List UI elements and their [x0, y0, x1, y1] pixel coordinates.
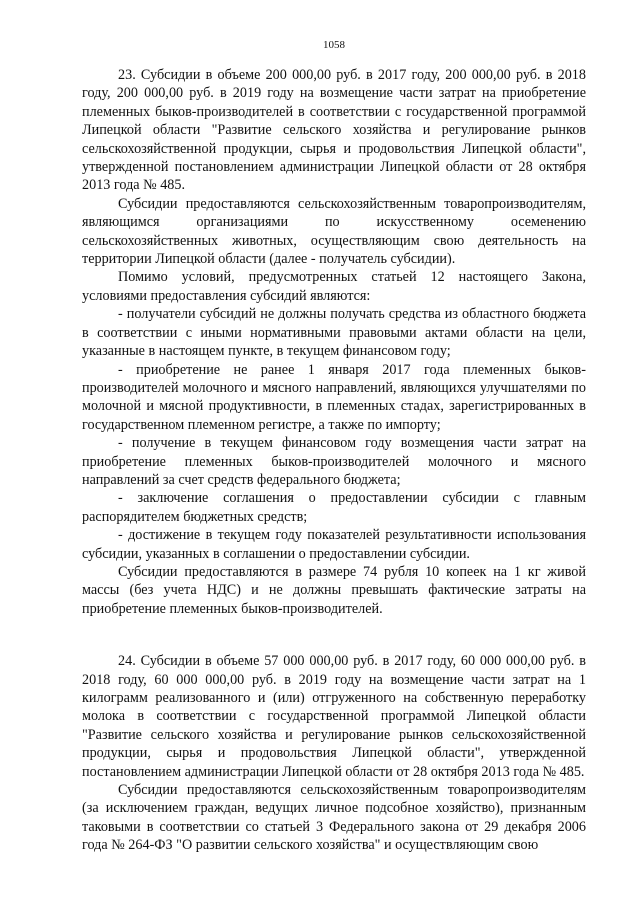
list-item: - получение в текущем финансовом году возмещения части затрат на приобретение племенных быков-производителей молочного и мясного направлений за счет средств федерального бюджета;	[82, 435, 586, 488]
list-item: - приобретение не ранее 1 января 2017 года племенных быков-производителей молочного и мясного направлений, являющихся улучшателями по молочной и мясной продуктивности, в племенных стадах, зарегистрированных в государственном племенном регистре, а также по импорту;	[82, 361, 586, 433]
list-item: - достижение в текущем году показателей результативности использования субсидии, указанных в соглашении о предоставлении субсидии.	[82, 527, 586, 562]
section-gap	[82, 618, 586, 652]
section-item-23	[82, 66, 586, 618]
list-item: - заключение соглашения о предоставлении субсидии с главным распорядителем бюджетных средств;	[82, 490, 586, 525]
paragraph: Помимо условий, предусмотренных статьей 12 настоящего Закона, условиями предоставления субсидий являются:	[82, 269, 586, 304]
paragraph: 23. Субсидии в объеме 200 000,00 руб. в 2017 году, 200 000,00 руб. в 2018 году, 200 000,00 руб. в 2019 году на возмещение части затрат на приобретение племенных быков-производителей в соответствии с государственной программой Липецкой области "Развитие сельского хозяйства и регулирование рынков сельскохозяйственной продукции, сырья и продовольствия Липецкой области", утвержденной постановлением администрации Липецкой области от 28 октября 2013 года № 485.	[82, 67, 586, 194]
paragraph: Субсидии предоставляются в размере 74 рубля 10 копеек на 1 кг живой массы (без учета НДС) и не должны превышать фактические затраты на приобретение племенных быков-производителей.	[82, 563, 586, 617]
paragraph: Субсидии предоставляются сельскохозяйственным товаропроизводителям (за исключением граждан, ведущих личное подсобное хозяйство), признанным таковыми в соответствии со статьей 3 Федерального закона от 29 декабря 2006 года № 264-ФЗ "О развитии сельского хозяйства" и осуществляющим свою	[82, 782, 586, 854]
list-item: - получатели субсидий не должны получать средства из областного бюджета в соответствии с иными нормативными правовыми актами области на цели, указанные в настоящем пункте, в текущем финансовом году;	[82, 306, 586, 360]
section-item-24	[82, 652, 586, 854]
paragraph: 24. Субсидии в объеме 57 000 000,00 руб. в 2017 году, 60 000 000,00 руб. в 2018 году, 60 000 000,00 руб. в 2019 году на возмещение части затрат на 1 килограмм реализованного и (или) отгруженного на собственную переработку молока в соответствии с государственной программой Липецкой области "Развитие сельского хозяйства и регулирование рынков сельскохозяйственной продукции, сырья и продовольствия Липецкой области", утвержденной постановлением администрации Липецкой области от 28 октября 2013 года № 485.	[82, 653, 586, 780]
paragraph: Субсидии предоставляются сельскохозяйственным товаропроизводителям, являющимся организациями по искусственному осеменению сельскохозяйственных животных, осуществляющим свою деятельность на территории Липецкой области (далее - получатель субсидии).	[82, 195, 586, 268]
page-number: 1058	[323, 39, 345, 51]
